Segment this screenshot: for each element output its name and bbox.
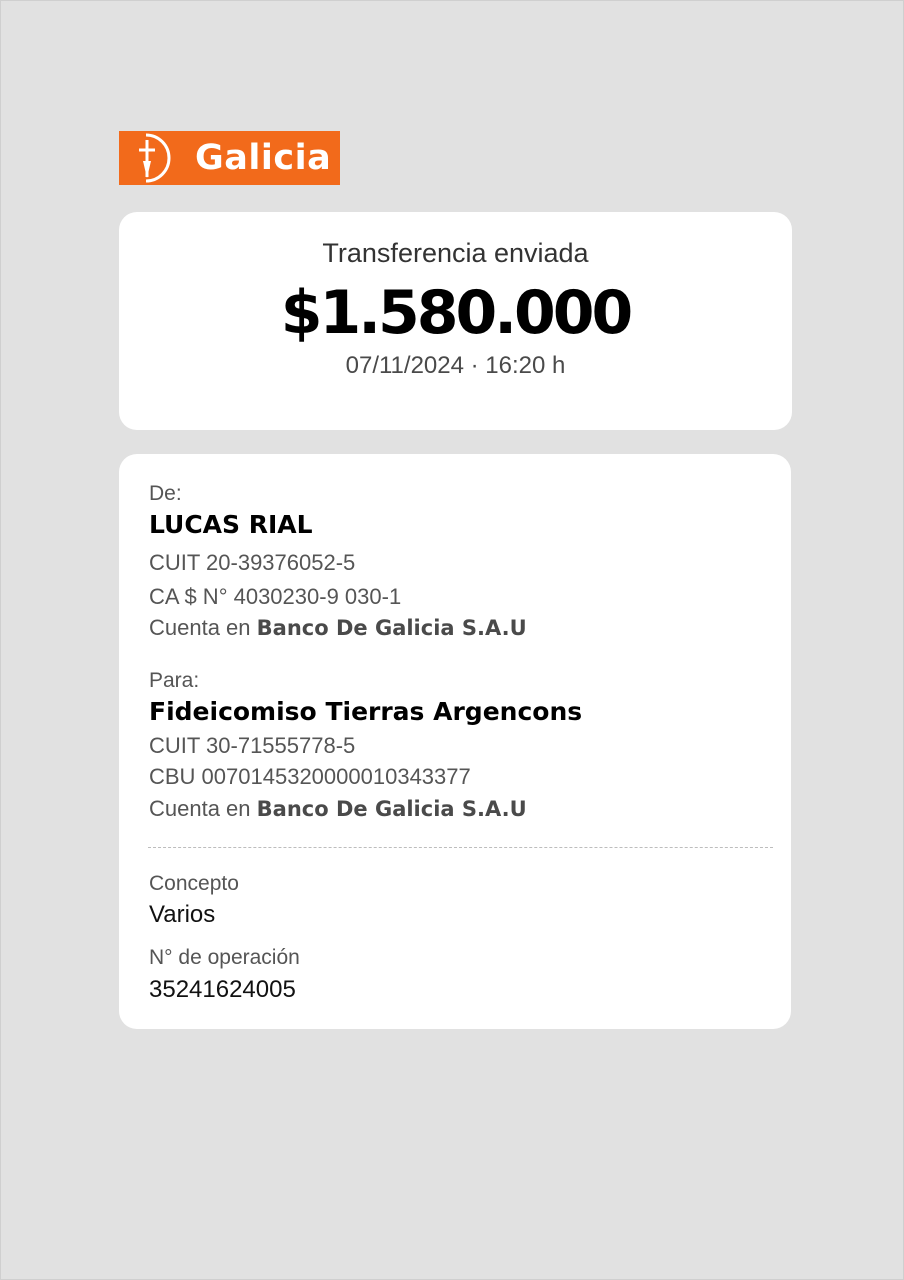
from-bank-prefix: Cuenta en (149, 615, 251, 640)
details-divider (148, 847, 773, 848)
to-cbu: CBU 0070145320000010343377 (149, 764, 471, 789)
to-bank-name: Banco De Galicia S.A.U (256, 797, 527, 821)
transfer-summary-card (119, 212, 792, 430)
concept-label: Concepto (149, 872, 239, 895)
from-cuit: CUIT 20-39376052-5 (149, 550, 356, 575)
from-bank (149, 615, 527, 641)
from-label: De: (149, 482, 182, 505)
transfer-amount: $1.580.000 (280, 278, 631, 348)
from-name: LUCAS RIAL (149, 510, 313, 539)
transfer-status-title: Transferencia enviada (322, 238, 589, 268)
operation-label: N° de operación (149, 946, 300, 969)
transfer-details-card (119, 454, 791, 1029)
to-label: Para: (149, 669, 200, 692)
from-bank-name: Banco De Galicia S.A.U (256, 616, 527, 640)
to-bank (149, 796, 527, 822)
from-account: CA $ N° 4030230-9 030-1 (149, 584, 402, 609)
galicia-cross-logo-icon (119, 131, 181, 185)
galicia-logo (119, 131, 340, 185)
to-bank-prefix: Cuenta en (149, 796, 251, 821)
operation-number: 35241624005 (149, 976, 296, 1003)
brand-name: Galicia (195, 138, 332, 178)
to-name: Fideicomiso Tierras Argencons (149, 697, 583, 726)
concept-value: Varios (149, 901, 216, 928)
to-cuit: CUIT 30-71555778-5 (149, 733, 356, 758)
transfer-datetime: 07/11/2024 · 16:20 h (345, 352, 566, 379)
